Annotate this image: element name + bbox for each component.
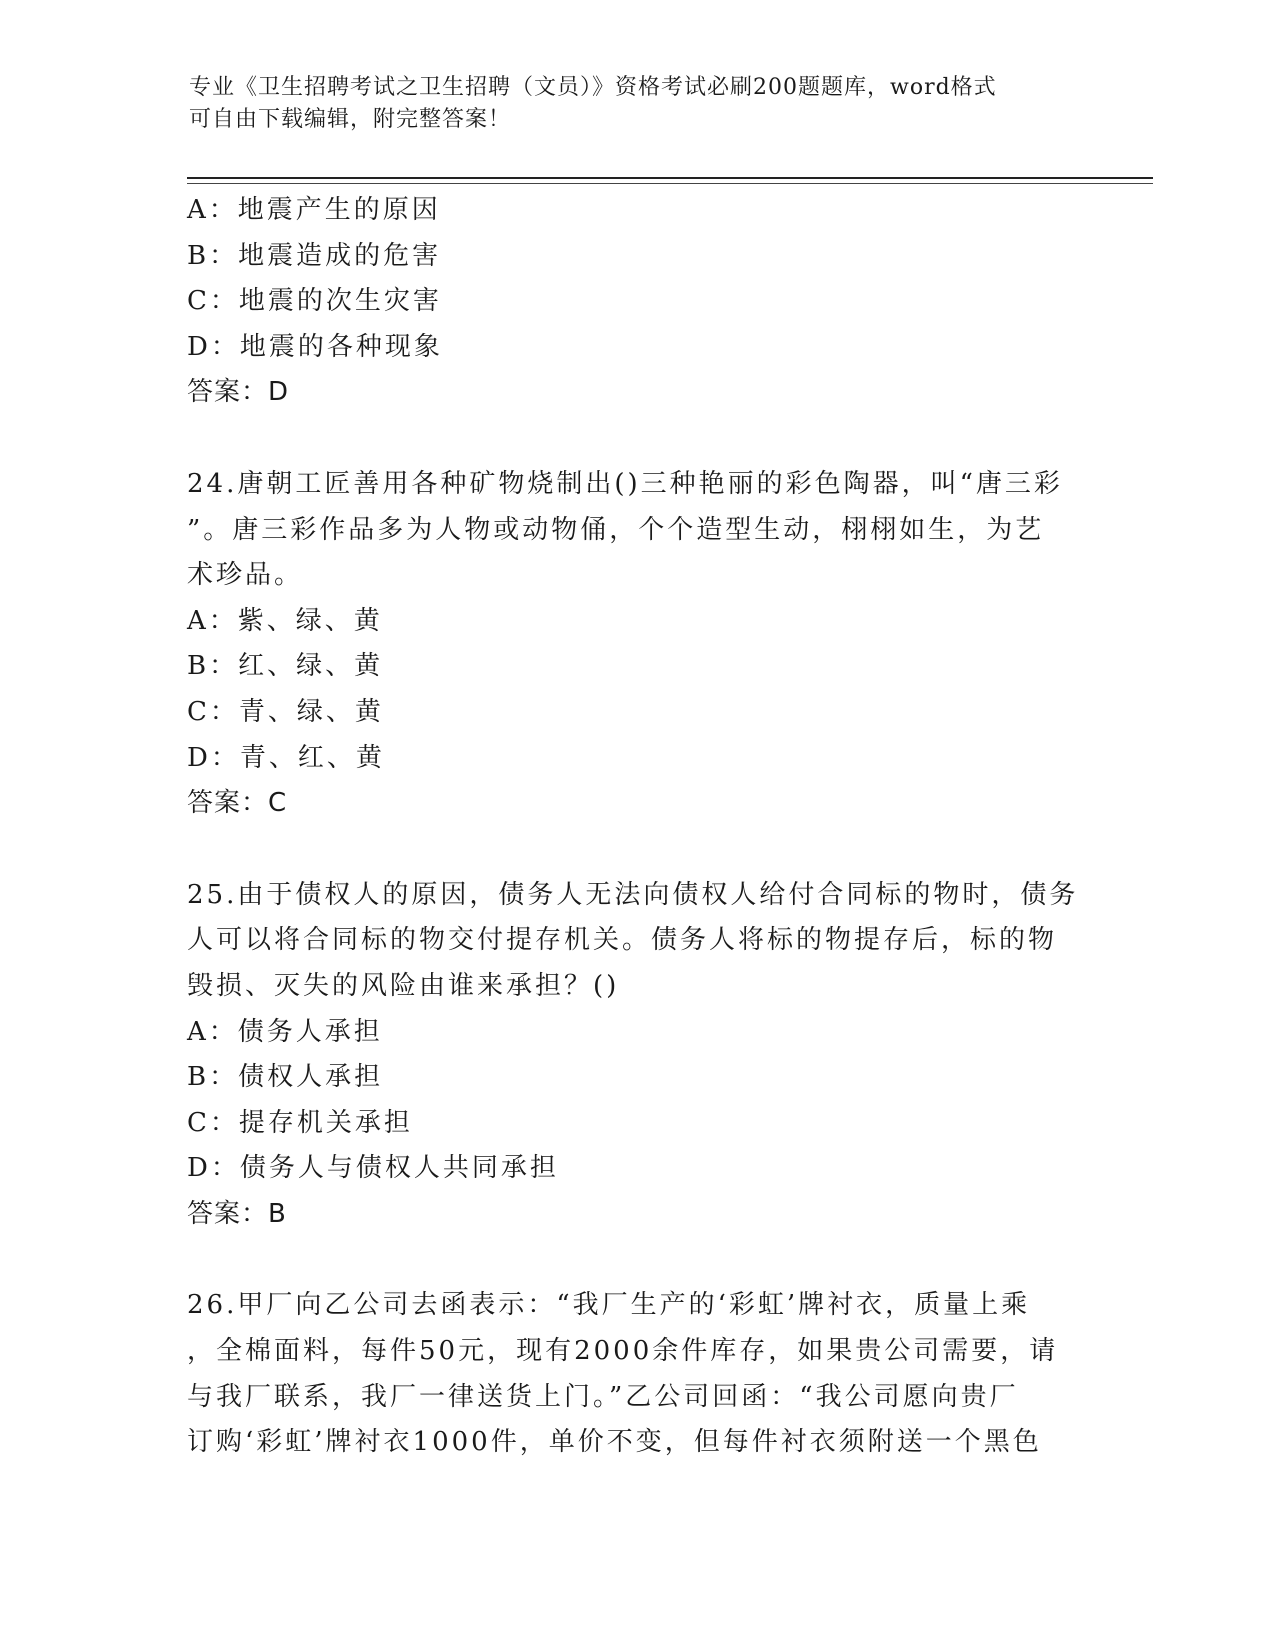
question-25	[187, 873, 1087, 1238]
question-26	[187, 1283, 1087, 1465]
question-text-line: 毁损、灭失的风险由谁来承担？()	[187, 970, 620, 1001]
answer-line: 答案：C	[187, 788, 288, 819]
question-23-options	[187, 188, 1087, 416]
option-a: A：债务人承担	[187, 1016, 383, 1047]
question-text-line: ”。唐三彩作品多为人物或动物俑，个个造型生动，栩栩如生，为艺	[187, 514, 1045, 545]
option-d: D：债务人与债权人共同承担	[187, 1153, 559, 1184]
header-line-2: 可自由下载编辑，附完整答案！	[189, 107, 512, 132]
option-b: B：债权人承担	[187, 1062, 384, 1093]
option-d: D：青、红、黄	[187, 742, 385, 773]
option-d: D：地震的各种现象	[187, 331, 443, 362]
option-b: B：红、绿、黄	[187, 651, 384, 682]
answer-line: 答案：D	[187, 377, 290, 408]
question-24	[187, 462, 1087, 827]
header-line-1: 专业《卫生招聘考试之卫生招聘（文员）》资格考试必刷200题题库，word格式	[189, 75, 997, 100]
document-body	[187, 188, 1087, 1466]
question-text-line: 订购‘彩虹’牌衬衣1000件，单价不变，但每件衬衣须附送一个黑色	[187, 1427, 1042, 1458]
header-rule-thick	[187, 177, 1153, 179]
option-a: A：地震产生的原因	[187, 195, 441, 225]
question-text-line: 25.由于债权人的原因，债务人无法向债权人给付合同标的物时，债务	[187, 879, 1079, 910]
question-text-line: ，全棉面料，每件50元，现有2000余件库存，如果贵公司需要，请	[187, 1336, 1059, 1367]
option-c: C：提存机关承担	[187, 1107, 413, 1138]
option-b: B：地震造成的危害	[187, 240, 442, 271]
question-text-line: 人可以将合同标的物交付提存机关。债务人将标的物提存后，标的物	[187, 925, 1058, 956]
question-text-line: 26.甲厂向乙公司去函表示：“我厂生产的‘彩虹’牌衬衣，质量上乘	[187, 1290, 1031, 1321]
question-text-line: 术珍品。	[187, 560, 304, 591]
option-c: C：地震的次生灾害	[187, 286, 442, 317]
header-rule-thin	[187, 183, 1153, 184]
question-text-line: 24.唐朝工匠善用各种矿物烧制出()三种艳丽的彩色陶器，叫“唐三彩	[187, 468, 1063, 499]
question-text-line: 与我厂联系，我厂一律送货上门。”乙公司回函：“我公司愿向贵厂	[187, 1381, 1019, 1412]
answer-line: 答案：B	[187, 1198, 287, 1229]
option-a: A：紫、绿、黄	[187, 605, 383, 636]
document-header	[189, 72, 1069, 136]
option-c: C：青、绿、黄	[187, 696, 384, 727]
